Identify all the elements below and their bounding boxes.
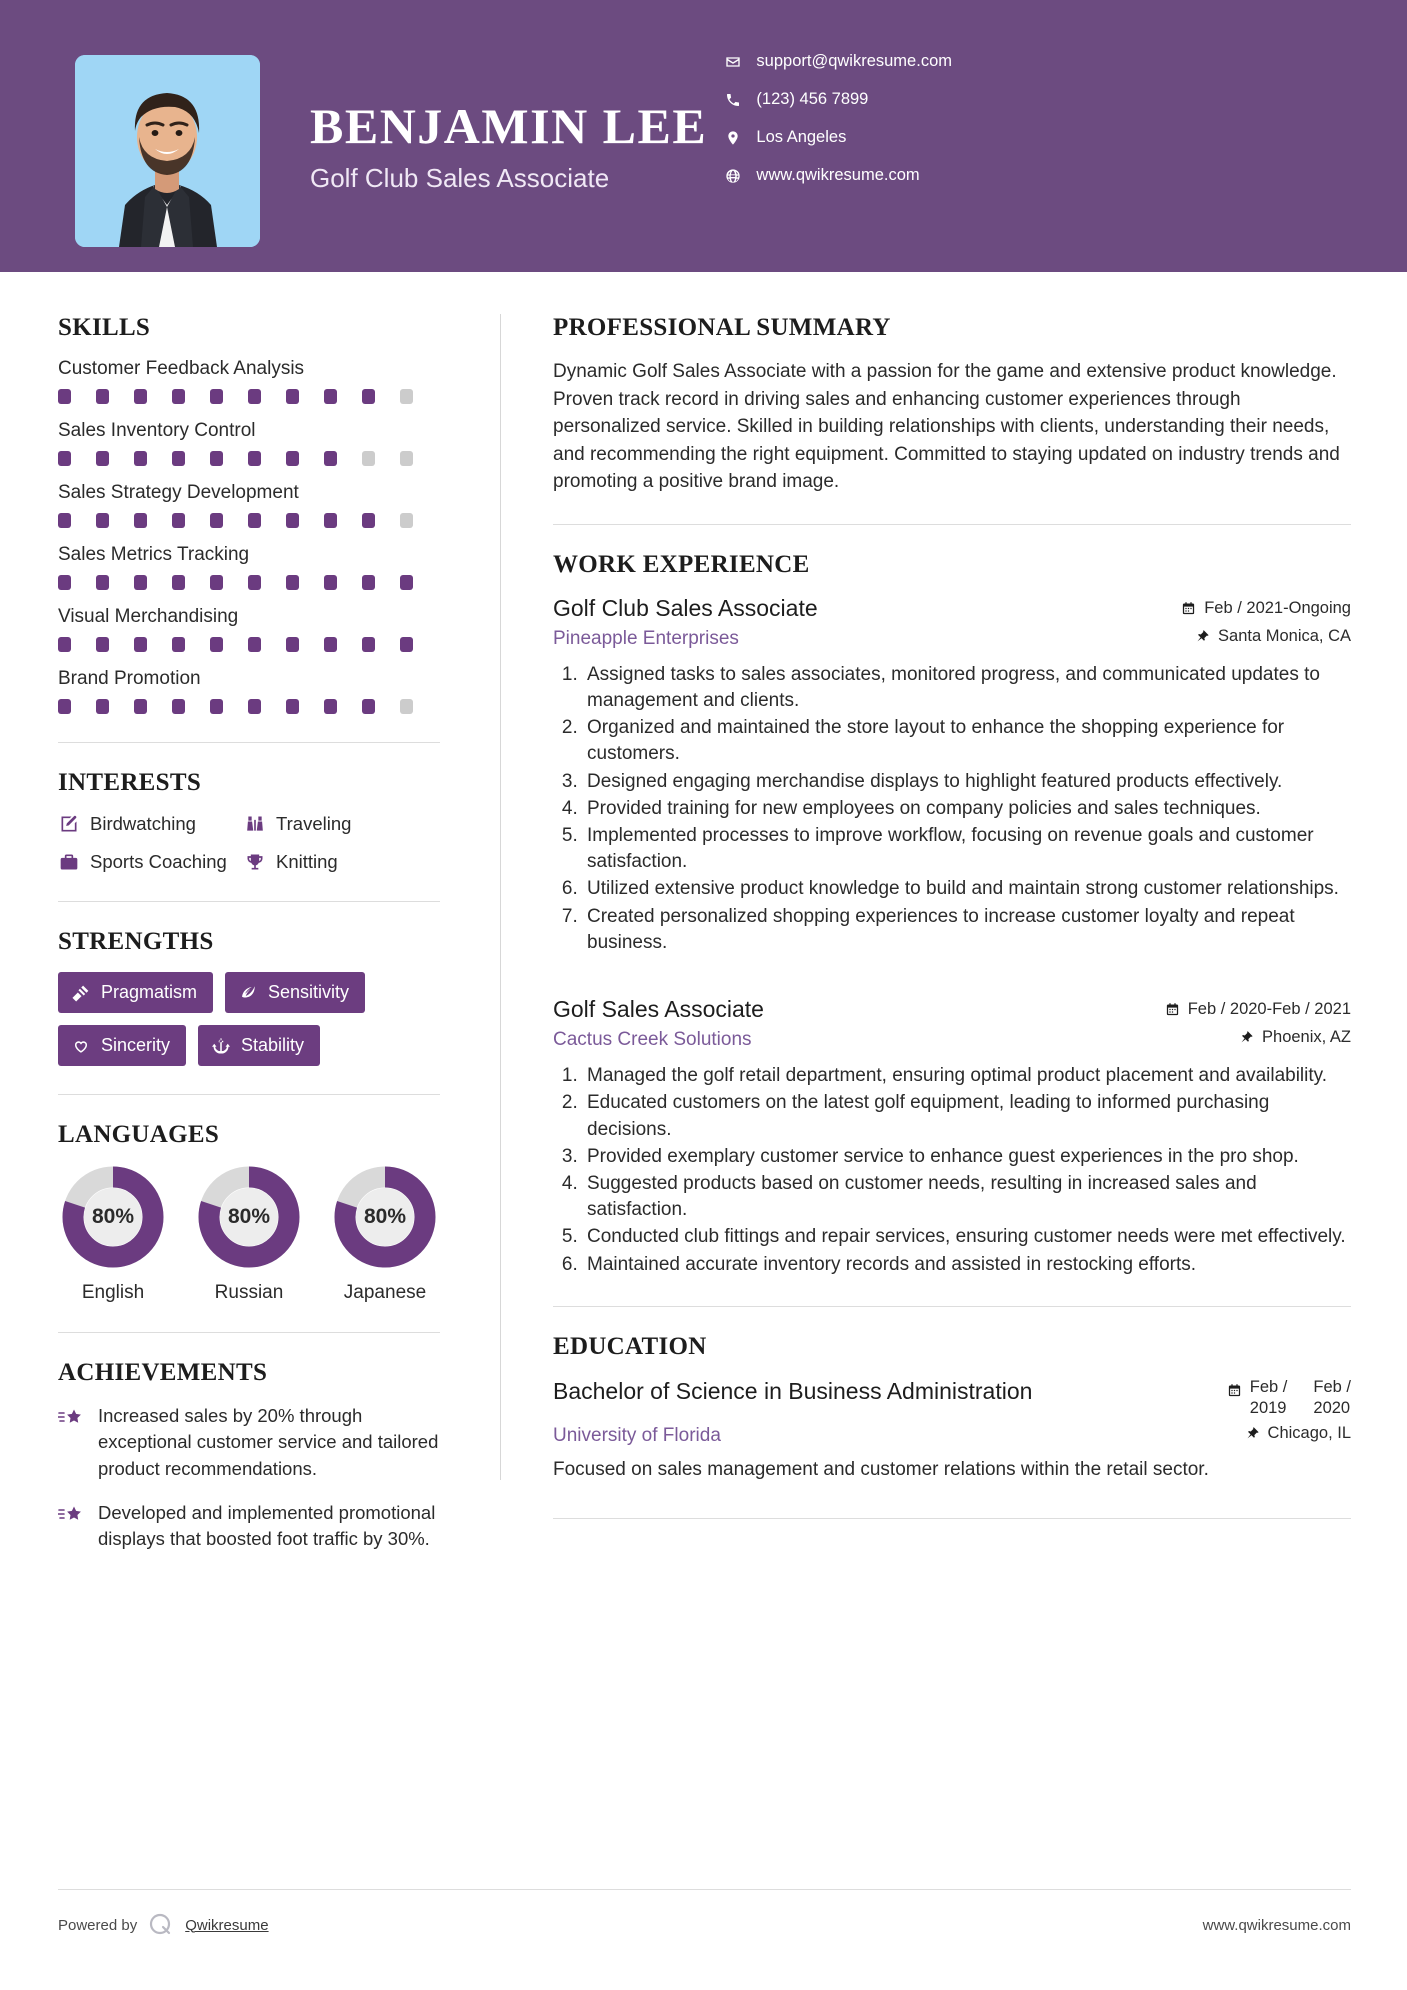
skill-dot-filled: [96, 575, 109, 590]
pin-icon: [1239, 1030, 1254, 1045]
language-percent: 80%: [227, 1205, 271, 1228]
strength-label: Sensitivity: [268, 982, 350, 1002]
skill-dot-filled: [362, 637, 375, 652]
name-block: [310, 100, 707, 194]
pin-icon: [1195, 629, 1210, 644]
summary-section: [553, 314, 1351, 496]
contact-email-text: support@qwikresume.com: [756, 52, 952, 70]
skill-dot-filled: [248, 699, 261, 714]
education-start-date: Feb / 2019: [1249, 1377, 1288, 1417]
strength-label: Pragmatism: [101, 982, 198, 1002]
job-location: [1195, 627, 1351, 646]
skill-item: [58, 606, 440, 652]
education-school: University of Florida: [553, 1425, 721, 1447]
skill-dot-empty: [400, 389, 413, 404]
job-duty: 2. Educated customers on the latest golf equipment, leading to informed purchasing decisions.: [583, 1090, 1351, 1142]
strength-badge: [225, 972, 365, 1013]
job-role-subtitle: Golf Club Sales Associate: [310, 162, 610, 193]
contact-list: [724, 52, 952, 185]
job-duty: 5. Conducted club fittings and repair services, ensuring customer needs were met effectively.: [583, 1224, 1351, 1250]
skills-list: [58, 358, 440, 714]
heart-icon: [71, 1036, 91, 1056]
education-subrow: [553, 1424, 1351, 1447]
skill-dot-filled: [58, 389, 71, 404]
skill-dot-filled: [210, 575, 223, 590]
qwikresume-link[interactable]: Qwikresume: [185, 1916, 269, 1934]
trophy-icon: [244, 851, 266, 873]
pen-square-icon: [58, 813, 80, 835]
language-donut-chart: [197, 1165, 301, 1269]
skill-dot-filled: [96, 451, 109, 466]
divider: [58, 901, 440, 902]
interests-section: [58, 769, 440, 873]
education-description: Focused on sales management and customer relations within the retail sector.: [553, 1459, 1209, 1481]
achievement-item: [58, 1500, 440, 1553]
job-duty: 6. Maintained accurate inventory records and assisted in restocking efforts.: [583, 1252, 1351, 1278]
job-header: [553, 595, 1351, 622]
divider: [553, 1518, 1351, 1519]
education-entry-header: [553, 1377, 1351, 1418]
skill-dot-empty: [400, 451, 413, 466]
skill-label: Customer Feedback Analysis: [58, 358, 305, 379]
skill-dot-filled: [172, 389, 185, 404]
strengths-section: [58, 928, 440, 1066]
contact-website-text: www.qwikresume.com: [756, 166, 920, 184]
skill-dot-filled: [362, 389, 375, 404]
skill-dot-filled: [286, 389, 299, 404]
calendar-icon: [1227, 1383, 1242, 1398]
interest-item: [244, 851, 440, 873]
job-duty: 1. Assigned tasks to sales associates, monitored progress, and communicated updates to management and clients.: [583, 662, 1351, 714]
footer-divider: [58, 1889, 1351, 1890]
globe-icon: [724, 167, 742, 185]
skill-dot-filled: [324, 637, 337, 652]
job-dates-text: Feb / 2020-Feb / 2021: [1187, 1000, 1351, 1019]
skill-dot-filled: [324, 575, 337, 590]
skill-label: Visual Merchandising: [58, 606, 239, 627]
summary-text: Dynamic Golf Sales Associate with a passion for the game and extensive product knowledge. Proven track record in driving sales and enhancing customer experiences through personalized service. Skilled in building relationships with clients, understanding their needs, and recommending the right equipment. Committed to staying updated on industry trends and promoting a positive brand image.: [553, 361, 1340, 493]
contact-email[interactable]: [724, 52, 952, 71]
anchor-icon: [211, 1036, 231, 1056]
divider: [553, 524, 1351, 525]
footer-brand-group: [58, 1912, 269, 1938]
skill-dot-filled: [58, 451, 71, 466]
contact-location-text: Los Angeles: [756, 128, 847, 146]
skill-dot-filled: [324, 389, 337, 404]
job-duty: 7. Created personalized shopping experiences to increase customer loyalty and repeat business.: [583, 904, 1351, 956]
skill-dot-filled: [210, 637, 223, 652]
contact-phone[interactable]: [724, 90, 952, 109]
language-item: [58, 1165, 168, 1304]
envelope-icon: [724, 53, 742, 71]
strength-badge: [58, 972, 213, 1013]
job-duty: 5. Implemented processes to improve workflow, focusing on revenue goals and customer satisfaction.: [583, 823, 1351, 875]
skill-dot-filled: [58, 699, 71, 714]
skill-dot-filled: [134, 699, 147, 714]
job-duty: 6. Utilized extensive product knowledge to build and maintain strong customer relationships.: [583, 876, 1351, 902]
calendar-icon: [1165, 1002, 1180, 1017]
skill-dot-filled: [134, 637, 147, 652]
language-item: [194, 1165, 304, 1304]
strengths-list: [58, 972, 440, 1066]
job-title: Golf Sales Associate: [553, 996, 764, 1023]
skill-item: [58, 420, 440, 466]
job-duty: 3. Provided exemplary customer service to enhance guest experiences in the pro shop.: [583, 1144, 1351, 1170]
briefcase-icon: [58, 851, 80, 873]
skill-dot-filled: [324, 699, 337, 714]
skill-dot-filled: [210, 699, 223, 714]
skill-label: Sales Strategy Development: [58, 482, 299, 503]
skill-dot-filled: [96, 389, 109, 404]
skill-rating: [58, 513, 440, 528]
main-column: [501, 272, 1407, 1570]
skill-dot-empty: [400, 699, 413, 714]
skill-dot-filled: [58, 513, 71, 528]
star-shooting-icon: [58, 1403, 86, 1482]
skill-dot-filled: [58, 637, 71, 652]
interest-item: [58, 813, 238, 835]
job-spacer: [553, 966, 1351, 996]
skill-dot-filled: [286, 575, 299, 590]
footer-website[interactable]: www.qwikresume.com: [1202, 1916, 1351, 1934]
job-dates-text: Feb / 2021-Ongoing: [1204, 598, 1351, 617]
languages-section: [58, 1121, 440, 1304]
skill-dot-filled: [172, 699, 185, 714]
skill-dot-filled: [210, 513, 223, 528]
interests-heading: INTERESTS: [58, 769, 202, 796]
skill-dot-filled: [324, 513, 337, 528]
interest-label: Sports Coaching: [90, 851, 227, 872]
achievement-text: Increased sales by 20% through exceptional customer service and tailored product recommendations.: [98, 1405, 439, 1479]
divider: [58, 1094, 440, 1095]
job-location-text: Phoenix, AZ: [1262, 1028, 1351, 1047]
skill-dot-filled: [96, 699, 109, 714]
skills-section: [58, 314, 440, 714]
job-duty: 2. Organized and maintained the store layout to enhance the shopping experience for customers.: [583, 715, 1351, 767]
skill-dot-filled: [172, 513, 185, 528]
job-entry: [553, 595, 1351, 956]
achievement-item: [58, 1403, 440, 1482]
sidebar: [0, 272, 500, 1570]
job-duty: 3. Designed engaging merchandise displays to highlight featured products effectively.: [583, 769, 1351, 795]
calendar-icon: [1181, 601, 1196, 616]
experience-section: [553, 551, 1351, 1278]
divider: [58, 742, 440, 743]
skill-rating: [58, 451, 440, 466]
language-label: Russian: [214, 1282, 284, 1303]
skill-dot-filled: [172, 575, 185, 590]
contact-website[interactable]: [724, 166, 952, 185]
job-location: [1239, 1028, 1351, 1047]
job-location-text: Santa Monica, CA: [1218, 626, 1351, 645]
qwikresume-logo-icon: [148, 1912, 174, 1938]
skill-rating: [58, 699, 440, 714]
job-duties-list: [553, 1063, 1351, 1278]
skill-dot-filled: [210, 451, 223, 466]
skill-dot-filled: [286, 513, 299, 528]
skill-dot-filled: [248, 389, 261, 404]
interest-label: Knitting: [276, 851, 338, 872]
skill-dot-filled: [96, 513, 109, 528]
job-subheader: [553, 627, 1351, 650]
skill-rating: [58, 637, 440, 652]
language-label: Japanese: [343, 1282, 427, 1303]
skill-dot-filled: [172, 637, 185, 652]
achievements-list: [58, 1403, 440, 1552]
job-header: [553, 996, 1351, 1023]
education-end-date: Feb / 2020: [1313, 1377, 1351, 1417]
education-dates: [1227, 1377, 1351, 1418]
skill-dot-filled: [362, 575, 375, 590]
skill-dot-filled: [362, 699, 375, 714]
skill-dot-filled: [58, 575, 71, 590]
interest-label: Birdwatching: [90, 813, 196, 834]
skill-label: Sales Metrics Tracking: [58, 544, 250, 565]
avatar: [75, 55, 260, 247]
strength-badge: [58, 1025, 186, 1066]
interests-list: [58, 813, 440, 873]
strength-label: Sincerity: [101, 1035, 171, 1055]
interest-item: [244, 813, 440, 835]
powered-by-label: Powered by: [58, 1916, 138, 1934]
skill-dot-filled: [134, 451, 147, 466]
contact-phone-text: (123) 456 7899: [756, 90, 869, 108]
skill-dot-filled: [286, 699, 299, 714]
skill-dot-filled: [400, 575, 413, 590]
job-dates: [1181, 599, 1351, 618]
job-dates: [1165, 1000, 1351, 1019]
skill-item: [58, 668, 440, 714]
achievement-text: Developed and implemented promotional displays that boosted foot traffic by 30%.: [98, 1501, 436, 1550]
skill-dot-filled: [286, 451, 299, 466]
education-degree: Bachelor of Science in Business Administration: [553, 1377, 1033, 1404]
skill-dot-filled: [362, 513, 375, 528]
skill-dot-filled: [286, 637, 299, 652]
map-pin-icon: [724, 129, 742, 147]
divider: [58, 1332, 440, 1333]
page-title: BENJAMIN LEE: [310, 98, 708, 154]
job-company: Pineapple Enterprises: [553, 627, 739, 649]
language-percent: 80%: [363, 1205, 407, 1228]
phone-icon: [724, 91, 742, 109]
language-donut-chart: [61, 1165, 165, 1269]
achievements-section: [58, 1359, 440, 1552]
job-duty: 1. Managed the golf retail department, ensuring optimal product placement and availability.: [583, 1063, 1351, 1089]
jobs-list: [553, 595, 1351, 1278]
job-title: Golf Club Sales Associate: [553, 594, 818, 621]
skill-dot-filled: [248, 575, 261, 590]
language-percent: 80%: [91, 1205, 135, 1228]
language-item: [330, 1165, 440, 1304]
gavel-icon: [71, 983, 91, 1003]
skill-dot-filled: [134, 513, 147, 528]
job-duty: 4. Suggested products based on customer needs, resulting in increased sales and satisfaction.: [583, 1171, 1351, 1223]
language-label: English: [81, 1282, 145, 1303]
experience-heading: WORK EXPERIENCE: [553, 550, 810, 578]
skill-dot-empty: [362, 451, 375, 466]
strength-badge: [198, 1025, 320, 1066]
interest-item: [58, 851, 238, 873]
job-subheader: [553, 1028, 1351, 1051]
contact-location: [724, 128, 952, 147]
strengths-heading: STRENGTHS: [58, 928, 214, 955]
skill-dot-empty: [400, 513, 413, 528]
skills-heading: SKILLS: [58, 314, 151, 341]
skill-item: [58, 482, 440, 528]
education-heading: EDUCATION: [553, 1332, 707, 1360]
skill-dot-filled: [248, 513, 261, 528]
skill-rating: [58, 389, 440, 404]
job-duties-list: [553, 662, 1351, 956]
leaf-icon: [238, 983, 258, 1003]
skill-dot-filled: [134, 389, 147, 404]
footer: [58, 1912, 1351, 1938]
resume-body: [0, 272, 1407, 1570]
skill-rating: [58, 575, 440, 590]
languages-heading: LANGUAGES: [58, 1121, 220, 1148]
binoculars-icon: [244, 813, 266, 835]
education-location: [1245, 1424, 1351, 1443]
divider: [553, 1306, 1351, 1307]
skill-dot-filled: [400, 637, 413, 652]
skill-label: Brand Promotion: [58, 668, 201, 689]
education-location-text: Chicago, IL: [1267, 1424, 1351, 1443]
job-duty: 4. Provided training for new employees on company policies and sales techniques.: [583, 796, 1351, 822]
skill-dot-filled: [96, 637, 109, 652]
star-shooting-icon: [58, 1500, 86, 1553]
skill-dot-filled: [172, 451, 185, 466]
job-entry: [553, 996, 1351, 1278]
skill-item: [58, 358, 440, 404]
skill-dot-filled: [134, 575, 147, 590]
skill-item: [58, 544, 440, 590]
job-company: Cactus Creek Solutions: [553, 1029, 752, 1051]
skill-dot-filled: [324, 451, 337, 466]
skill-dot-filled: [248, 637, 261, 652]
interest-label: Traveling: [276, 813, 352, 834]
skill-label: Sales Inventory Control: [58, 420, 256, 441]
language-donut-chart: [333, 1165, 437, 1269]
skill-dot-filled: [210, 389, 223, 404]
pin-icon: [1245, 1426, 1260, 1441]
summary-heading: PROFESSIONAL SUMMARY: [553, 314, 891, 341]
skill-dot-filled: [248, 451, 261, 466]
achievements-heading: ACHIEVEMENTS: [58, 1359, 268, 1386]
languages-list: [58, 1165, 440, 1304]
education-section: [553, 1333, 1351, 1484]
strength-label: Stability: [241, 1035, 305, 1055]
resume-header: [0, 0, 1407, 272]
